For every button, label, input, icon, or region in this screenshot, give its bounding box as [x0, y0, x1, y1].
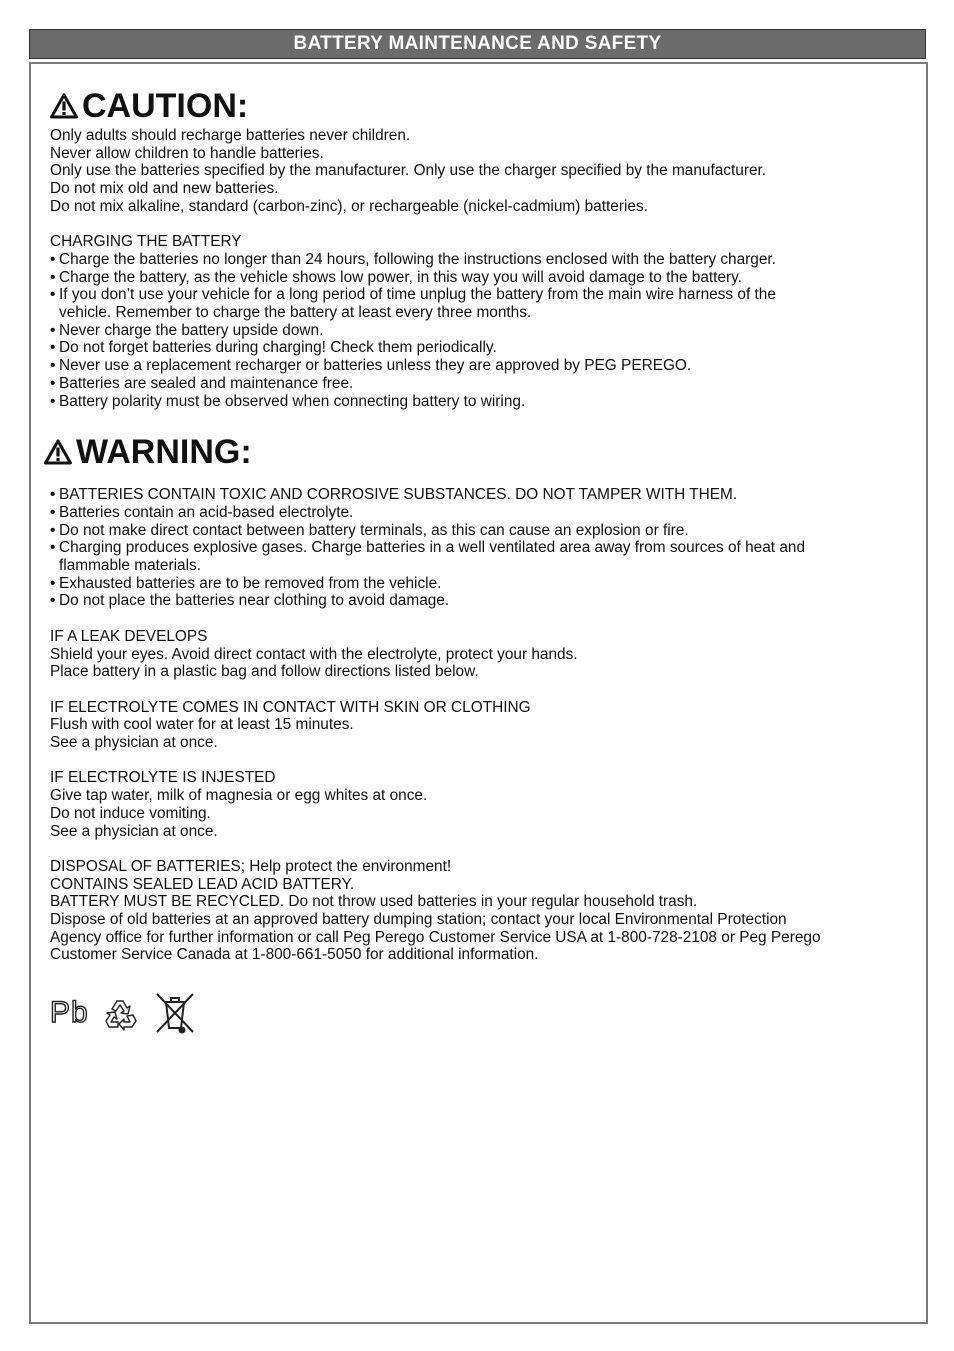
disposal-icons	[50, 990, 912, 1036]
bullet-text: • Charging produces explosive gases. Charge batteries in a well ventilated area away from sources of heat and	[59, 539, 806, 557]
caution-line: Only use the batteries specified by the manufacturer. Only use the charger specified by the manufacturer.	[50, 162, 767, 180]
charging-bullets	[50, 251, 912, 410]
warning-heading	[44, 432, 912, 472]
caution-lines	[50, 127, 912, 216]
bullet-item	[50, 522, 912, 540]
section-line: Flush with cool water for at least 15 minutes.	[50, 716, 354, 734]
section-title: IF ELECTROLYTE COMES IN CONTACT WITH SKIN OR CLOTHING	[50, 698, 531, 716]
bullet-text: • Batteries are sealed and maintenance free.	[59, 374, 354, 392]
caution-line: Never allow children to handle batteries.	[50, 144, 324, 162]
section-line: Place battery in a plastic bag and follow directions listed below.	[50, 663, 479, 681]
bullet-text: • Exhausted batteries are to be removed from the vehicle.	[59, 574, 442, 592]
section-line: Customer Service Canada at 1-800-661-5050 for additional information.	[50, 946, 539, 964]
bullet-item	[50, 504, 912, 522]
bullet-item	[50, 251, 912, 269]
bullet-text: • Charge the batteries no longer than 24 hours, following the instructions enclosed with the battery charger.	[59, 250, 776, 268]
section-line: BATTERY MUST BE RECYCLED. Do not throw used batteries in your regular household trash.	[50, 893, 698, 911]
content	[50, 86, 912, 1036]
section-title: IF A LEAK DEVELOPS	[50, 627, 208, 645]
bullet-text: • Do not forget batteries during charging! Check them periodically.	[59, 339, 497, 357]
warning-bullets	[50, 486, 912, 610]
bullet-text: vehicle. Remember to charge the battery at least every three months.	[59, 304, 532, 322]
caution-line: Do not mix old and new batteries.	[50, 180, 279, 198]
bullet-text: • If you don’t use your vehicle for a long period of time unplug the battery from the main wire harness of the	[59, 286, 776, 304]
bullet-item	[50, 375, 912, 393]
recycle-icon	[103, 995, 139, 1031]
section-line: CONTAINS SEALED LEAD ACID BATTERY.	[50, 875, 355, 893]
bullet-item	[50, 592, 912, 610]
bullet-item	[50, 357, 912, 375]
lead-pb-icon: Pb	[50, 996, 89, 1030]
bullet-text: • Do not make direct contact between battery terminals, as this can cause an explosion or fire.	[59, 521, 689, 539]
warning-triangle-icon	[50, 93, 78, 119]
warning-title: WARNING:	[76, 433, 252, 472]
caution-line: Only adults should recharge batteries never children.	[50, 127, 411, 144]
section-line: See a physician at once.	[50, 822, 218, 840]
section-line: Do not induce vomiting.	[50, 804, 211, 822]
bullet-text: • Batteries contain an acid-based electrolyte.	[59, 503, 354, 521]
bullet-text: flammable materials.	[59, 557, 201, 575]
section-line: Shield your eyes. Avoid direct contact with the electrolyte, protect your hands.	[50, 645, 578, 663]
section-line: See a physician at once.	[50, 734, 218, 752]
bullet-text: • Never charge the battery upside down.	[59, 321, 324, 339]
section-title: DISPOSAL OF BATTERIES; Help protect the environment!	[50, 857, 452, 875]
section-line: Give tap water, milk of magnesia or egg whites at once.	[50, 787, 428, 805]
bullet-item	[50, 486, 912, 504]
bullet-item	[50, 393, 912, 411]
caution-line: Do not mix alkaline, standard (carbon-zinc), or rechargeable (nickel-cadmium) batteries.	[50, 197, 648, 215]
bullet-item	[50, 269, 912, 287]
section-line: Dispose of old batteries at an approved battery dumping station; contact your local Environmental Protection	[50, 911, 787, 929]
bullet-item	[50, 539, 912, 574]
warning-sections	[50, 610, 912, 964]
bullet-text: • BATTERIES CONTAIN TOXIC AND CORROSIVE SUBSTANCES. DO NOT TAMPER WITH THEM.	[59, 486, 738, 504]
bullet-item	[50, 339, 912, 357]
bullet-item	[50, 286, 912, 321]
bullet-text: • Battery polarity must be observed when connecting battery to wiring.	[59, 392, 526, 410]
crossed-bin-icon	[153, 990, 197, 1036]
bullet-text: • Charge the battery, as the vehicle shows low power, in this way you will avoid damage to the battery.	[59, 268, 742, 286]
header-bar	[29, 29, 926, 59]
bullet-text: • Never use a replacement recharger or batteries unless they are approved by PEG PEREGO.	[59, 357, 692, 375]
page-title: BATTERY MAINTENANCE AND SAFETY	[293, 33, 662, 54]
bullet-item	[50, 322, 912, 340]
caution-heading	[50, 86, 912, 126]
caution-title: CAUTION:	[82, 87, 249, 125]
section-line: Agency office for further information or call Peg Perego Customer Service USA at 1-800-728-2108 or Peg Perego	[50, 928, 821, 946]
warning-triangle-icon	[44, 439, 72, 465]
charging-title: CHARGING THE BATTERY	[50, 233, 242, 251]
bullet-item	[50, 575, 912, 593]
section-title: IF ELECTROLYTE IS INJESTED	[50, 769, 276, 787]
bullet-text: • Do not place the batteries near clothing to avoid damage.	[59, 592, 450, 610]
